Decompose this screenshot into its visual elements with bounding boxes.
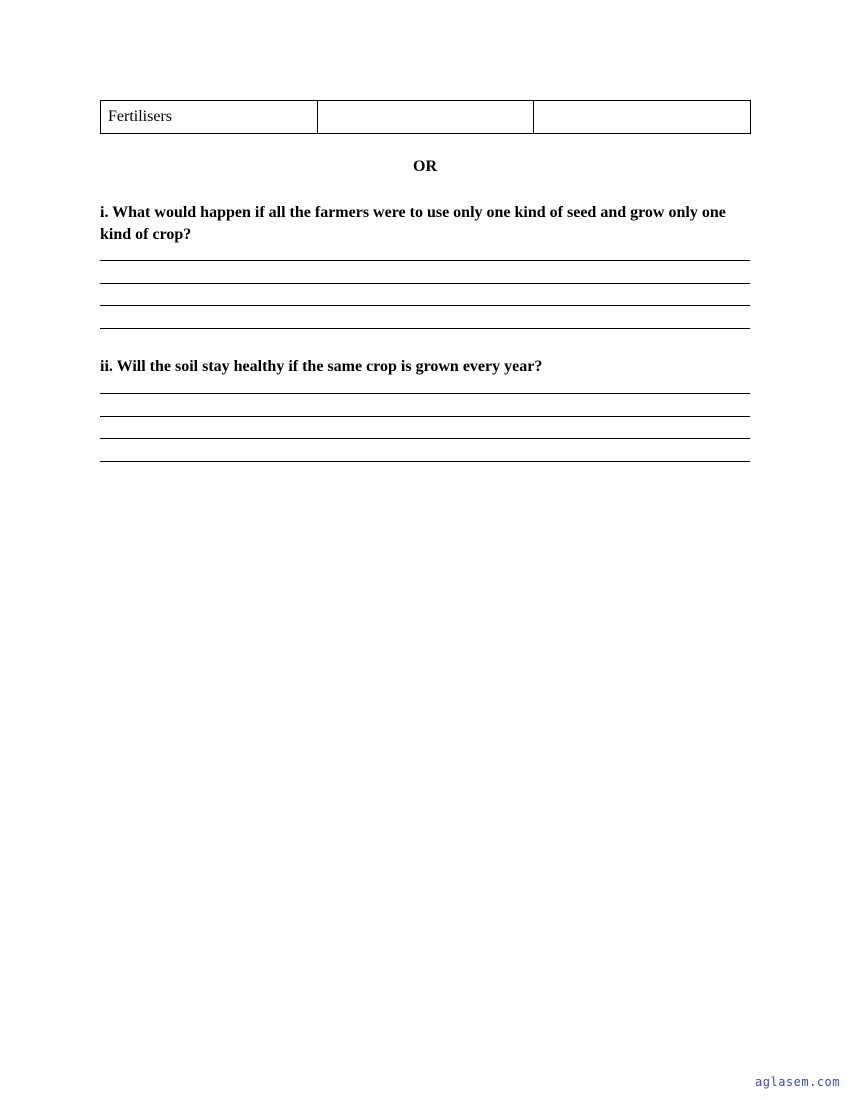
answer-line bbox=[100, 283, 750, 284]
table-row bbox=[101, 101, 751, 134]
answer-lines-question-2 bbox=[100, 393, 750, 483]
answer-lines-question-1 bbox=[100, 260, 750, 350]
table-cell: Fertilisers bbox=[101, 101, 318, 134]
answer-line bbox=[100, 393, 750, 394]
answer-line bbox=[100, 416, 750, 417]
question-1-text: i. What would happen if all the farmers were to use only one kind of seed and grow only one kind of crop? bbox=[100, 204, 726, 243]
or-separator: OR bbox=[413, 158, 437, 175]
answer-line bbox=[100, 260, 750, 261]
table-cell bbox=[317, 101, 534, 134]
answer-line bbox=[100, 461, 750, 462]
answer-line bbox=[100, 438, 750, 439]
watermark-text: aglasem.com bbox=[755, 1075, 840, 1089]
answer-line bbox=[100, 328, 750, 329]
resource-table bbox=[100, 100, 751, 134]
question-2-text: ii. Will the soil stay healthy if the same crop is grown every year? bbox=[100, 358, 543, 375]
table-cell bbox=[534, 101, 751, 134]
answer-line bbox=[100, 305, 750, 306]
